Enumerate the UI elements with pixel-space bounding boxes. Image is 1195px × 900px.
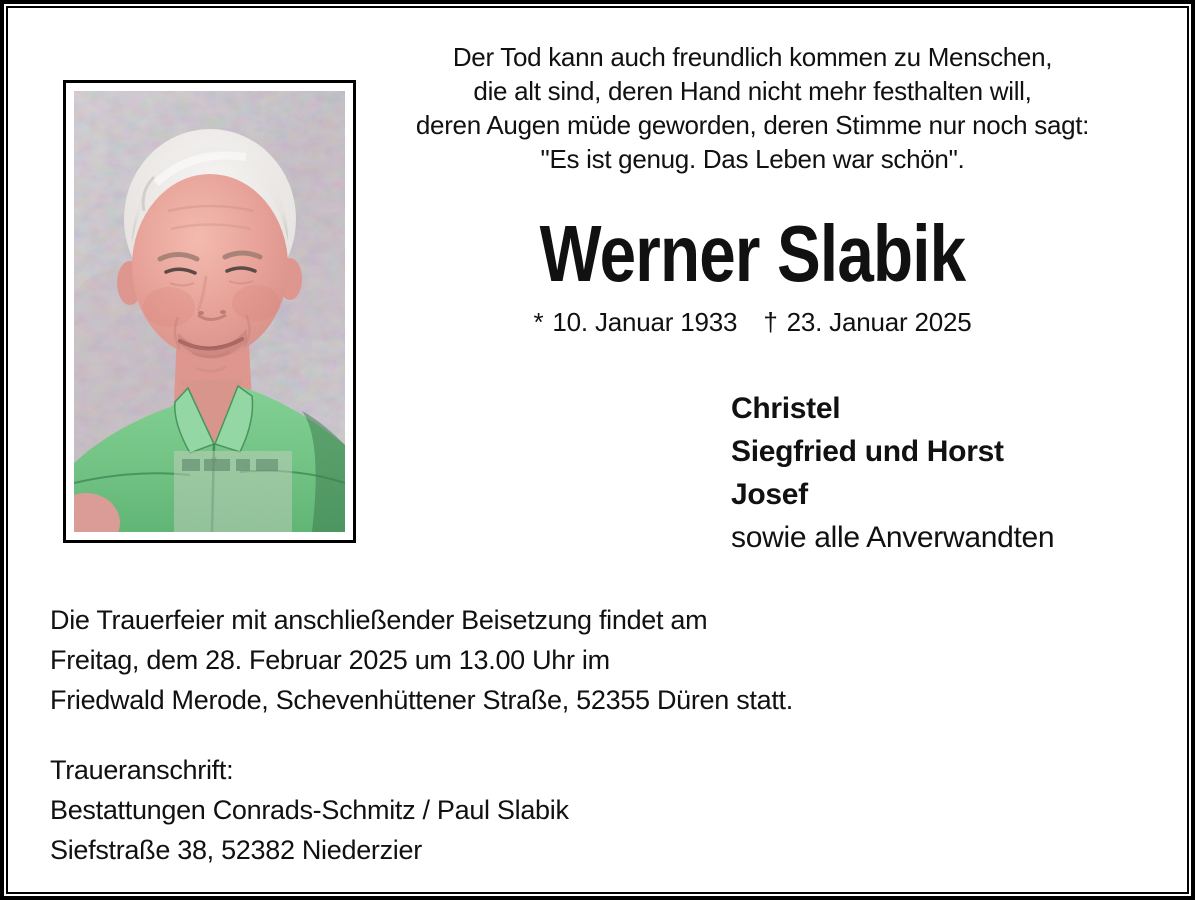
mourning-address <box>50 750 569 870</box>
quote-line: Der Tod kann auch freundlich kommen zu Menschen, <box>452 42 1053 72</box>
birth-date <box>533 305 737 339</box>
born-star-symbol: * <box>533 307 544 337</box>
life-dates <box>410 305 1095 339</box>
opening-quote <box>410 40 1095 176</box>
photo-frame <box>63 80 356 543</box>
death-date-text: 23. Januar 2025 <box>786 307 972 337</box>
mourners-closing: sowie alle Anverwandten <box>731 521 1055 554</box>
quote-line: die alt sind, deren Hand nicht mehr festhalten will, <box>473 76 1032 106</box>
funeral-line: Die Trauerfeier mit anschließender Beisetzung findet am <box>50 605 708 635</box>
portrait-photo <box>74 91 345 532</box>
quote-line: deren Augen müde geworden, deren Stimme nur noch sagt: <box>415 110 1090 140</box>
funeral-line: Freitag, dem 28. Februar 2025 um 13.00 Uhr im <box>50 645 610 675</box>
death-date <box>763 305 971 339</box>
mourning-address-label: Traueranschrift: <box>50 755 234 785</box>
mourners-list <box>731 387 1054 559</box>
mourner-name: Siegfried und Horst <box>731 435 1004 468</box>
photo-grain <box>74 91 345 532</box>
quote-line: "Es ist genug. Das Leben war schön". <box>540 144 965 174</box>
mourner-name: Josef <box>731 478 808 511</box>
funeral-line: Friedwald Merode, Schevenhüttener Straße, 52355 Düren statt. <box>50 685 793 715</box>
died-cross-symbol: † <box>763 307 778 337</box>
birth-date-text: 10. Januar 1933 <box>552 307 738 337</box>
funeral-announcement <box>50 600 793 720</box>
address-line: Siefstraße 38, 52382 Niederzier <box>50 835 422 865</box>
address-line: Bestattungen Conrads-Schmitz / Paul Slabik <box>50 795 569 825</box>
deceased-name: Werner Slabik <box>539 209 966 298</box>
mourner-name: Christel <box>731 392 841 425</box>
